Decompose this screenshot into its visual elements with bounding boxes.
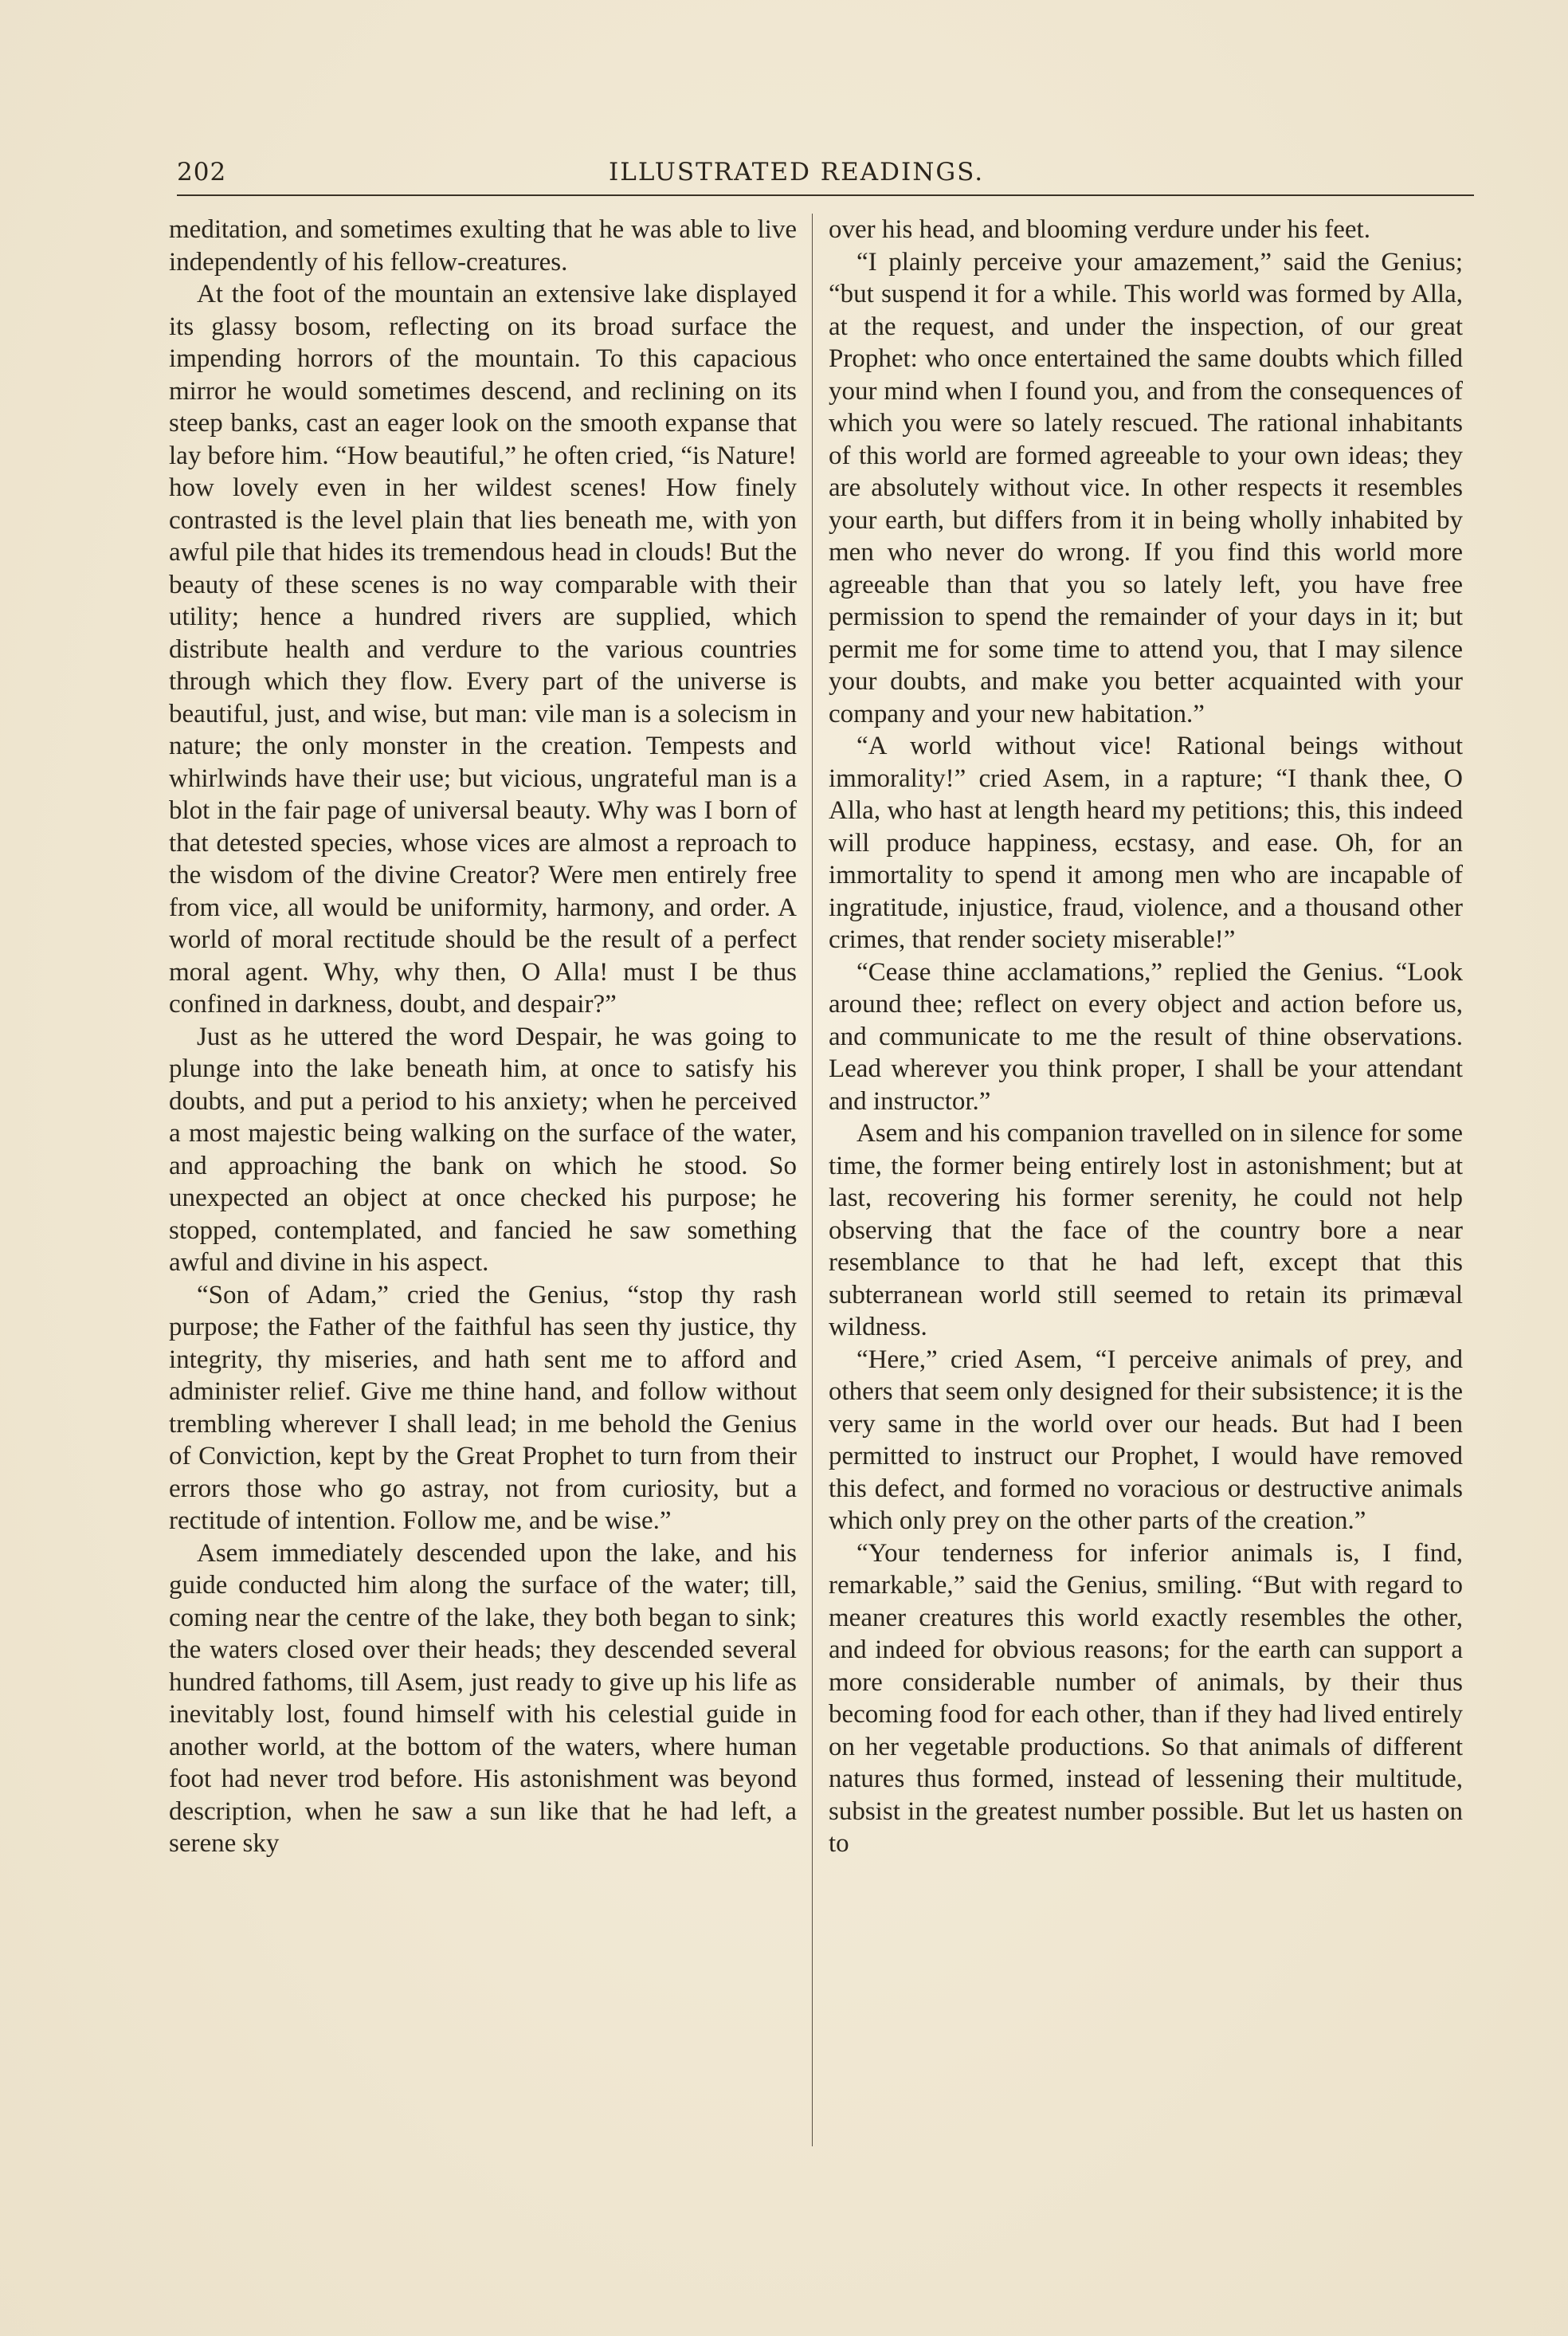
paragraph: Asem and his companion travelled on in silence for some time, the former being entirely lost in astonishment; but at last, recovering his former serenity, he could not help observing that the face of the country bore a near resemblance to that he had left, except that this subterranean world still seemed to retain its primæval wildness. bbox=[829, 1119, 1463, 1341]
page-header bbox=[177, 156, 1474, 196]
column-divider bbox=[812, 214, 813, 2146]
paragraph: “Son of Adam,” cried the Genius, “stop thy rash purpose; the Father of the faithful has seen thy justice, thy integrity, thy miseries, and hath sent me to afford and administer relief. Give me thine hand, and follow without trembling wherever I shall lead; in me behold the Genius of Conviction, kept by the Great Prophet to turn from their errors those who go astray, not from curiosity, but a rectitude of intention. Follow me, and be wise.” bbox=[169, 1280, 797, 1535]
paragraph: meditation, and sometimes exulting that he was able to live independently of his fellow-creatures. bbox=[169, 215, 797, 277]
paragraph: “A world without vice! Rational beings without immorality!” cried Asem, in a rapture; “I thank thee, O Alla, who hast at length heard my petitions; this, this indeed will produce happiness, ecstasy, and ease. Oh, for an immortality to spend it among men who are incapable of ingratitude, injustice, fraud, violence, and a thousand other crimes, that render society miserable!” bbox=[829, 732, 1463, 954]
paragraph: over his head, and blooming verdure under his feet. bbox=[829, 215, 1370, 244]
page-number: 202 bbox=[177, 158, 227, 186]
paragraph: “Cease thine acclamations,” replied the Genius. “Look around thee; reflect on every object and action before us, and communicate to me the result of thine observations. Lead wherever you think proper, I shall be your attendant and instructor.” bbox=[829, 957, 1463, 1116]
paragraph: Asem immediately descended upon the lake, and his guide conducted him along the surface of the water; till, coming near the centre of the lake, they both began to sink; the waters closed over their heads; they descended several hundred fathoms, till Asem, just ready to give up his life as inevitably lost, found himself with his celestial guide in another world, at the bottom of the waters, where human foot had never trod before. His astonishment was beyond description, when he saw a sun like that he had left, a serene sky bbox=[169, 1538, 797, 1858]
paragraph: “I plainly perceive your amazement,” said the Genius; “but suspend it for a while. This world was formed by Alla, at the request, and under the inspection, of our great Prophet: who once entertained the same doubts which filled your mind when I found you, and from the consequences of which you were so lately rescued. The rational inhabitants of this world are formed agreeable to your own ideas; they are absolutely without vice. In other respects it resembles your earth, but differs from it in being wholly inhabited by men who never do wrong. If you find this world more agreeable than that you so lately left, you have free permission to spend the remainder of your days in it; but permit me for some time to attend you, that I may silence your doubts, and make you better acquainted with your company and your new habitation.” bbox=[829, 247, 1463, 728]
right-column bbox=[829, 214, 1463, 1860]
paragraph: “Here,” cried Asem, “I perceive animals of prey, and others that seem only designed for their subsistence; it is the very same in the world over our heads. But had I been permitted to instruct our Prophet, I would have removed this defect, and formed no voracious or destructive animals which only prey on the other parts of the creation.” bbox=[829, 1345, 1463, 1535]
paragraph: “Your tenderness for inferior animals is, I find, remarkable,” said the Genius, smiling. “But with regard to meaner creatures this world exactly resembles the other, and indeed for obvious reasons; for the earth can support a more considerable number of animals, by their thus becoming food for each other, than if they had lived entirely on her vegetable productions. So that animals of different natures thus formed, instead of lessening their multitude, subsist in the greatest number possible. But let us hasten on to bbox=[829, 1538, 1463, 1858]
left-column bbox=[169, 214, 797, 1860]
paragraph: At the foot of the mountain an extensive lake displayed its glassy bosom, reflecting on its broad surface the impending horrors of the mountain. To this capacious mirror he would sometimes descend, and reclining on its steep banks, cast an eager look on the smooth expanse that lay before him. “How beautiful,” he often cried, “is Nature! how lovely even in her wildest scenes! How finely contrasted is the level plain that lies beneath me, with yon awful pile that hides its tremendous head in clouds! But the beauty of these scenes is no way comparable with their utility; hence a hundred rivers are supplied, which distribute health and verdure to the various countries through which they flow. Every part of the universe is beautiful, just, and wise, but man: vile man is a solecism in nature; the only monster in the creation. Tempests and whirlwinds have their use; but vicious, ungrateful man is a blot in the fair page of universal beauty. Why was I born of that detested species, whose vices are almost a reproach to the wisdom of the divine Creator? Were men entirely free from vice, all would be uniformity, harmony, and order. A world of moral rectitude should be the result of a perfect moral agent. Why, why then, O Alla! must I be thus confined in darkness, doubt, and despair?” bbox=[169, 280, 798, 1019]
paragraph: Just as he uttered the word Despair, he was going to plunge into the lake beneath him, at once to satisfy his doubts, and put a period to his anxiety; when he perceived a most majestic being walking on the surface of the water, and approaching the bank on which he stood. So unexpected an object at once checked his purpose; he stopped, contemplated, and fancied he saw something awful and divine in his aspect. bbox=[169, 1022, 797, 1277]
running-head: ILLUSTRATED READINGS. bbox=[609, 158, 985, 186]
